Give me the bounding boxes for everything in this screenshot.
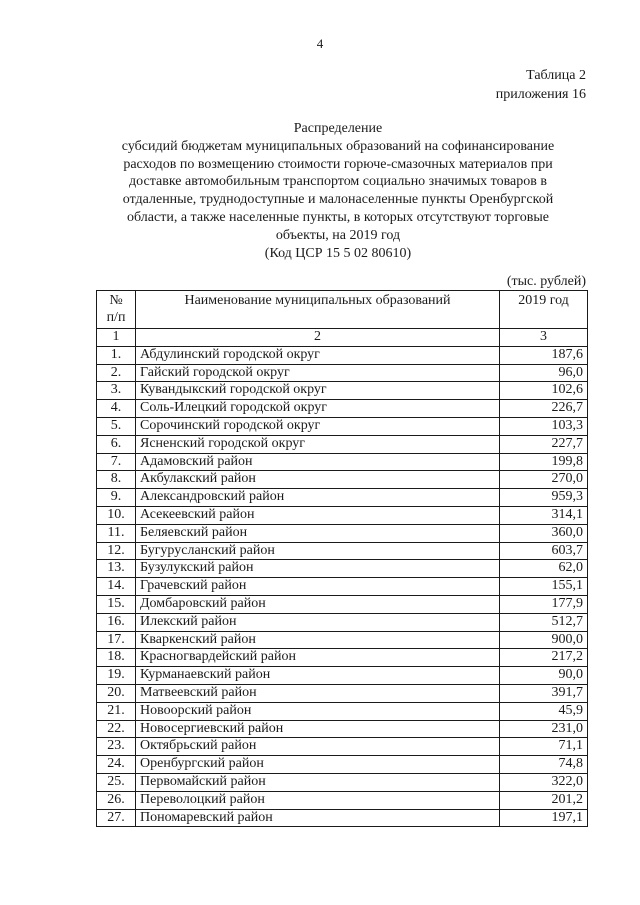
subsidy-value: 62,0 — [500, 560, 588, 578]
table-row — [97, 756, 588, 774]
municipality-name: Домбаровский район — [136, 595, 500, 613]
municipality-name: Курманаевский район — [136, 667, 500, 685]
table-row — [97, 524, 588, 542]
table-reference-line: Таблица 2 — [526, 68, 586, 83]
row-number: 15. — [97, 595, 136, 613]
row-number: 23. — [97, 738, 136, 756]
table-row — [97, 720, 588, 738]
row-number: 9. — [97, 489, 136, 507]
page-number: 4 — [316, 36, 324, 51]
column-index-row — [97, 329, 588, 347]
municipality-name: Беляевский район — [136, 524, 500, 542]
table-row — [97, 773, 588, 791]
row-number: 13. — [97, 560, 136, 578]
municipality-name: Ясненский городской округ — [136, 435, 500, 453]
title-line: субсидий бюджетам муниципальных образований на софинансирование — [121, 138, 555, 154]
municipality-name: Асекеевский район — [136, 506, 500, 524]
subsidy-value: 270,0 — [500, 471, 588, 489]
header-year: 2019 год — [500, 291, 588, 329]
title-line: объекты, на 2019 год — [275, 227, 401, 243]
table-row — [97, 364, 588, 382]
title-line: отдаленные, труднодоступные и малонаселенные пункты Оренбургской — [122, 192, 554, 208]
subsidy-value: 314,1 — [500, 506, 588, 524]
table-row — [97, 417, 588, 435]
municipality-name: Соль-Илецкий городской округ — [136, 400, 500, 418]
row-number: 26. — [97, 791, 136, 809]
municipality-name: Оренбургский район — [136, 756, 500, 774]
row-number: 6. — [97, 435, 136, 453]
subsidy-value: 103,3 — [500, 417, 588, 435]
subsidy-value: 322,0 — [500, 773, 588, 791]
municipality-name: Александровский район — [136, 489, 500, 507]
row-number: 1. — [97, 346, 136, 364]
table-row — [97, 382, 588, 400]
subsidy-value: 226,7 — [500, 400, 588, 418]
municipality-name: Абдулинский городской округ — [136, 346, 500, 364]
subsidy-value: 102,6 — [500, 382, 588, 400]
subsidy-value: 90,0 — [500, 667, 588, 685]
table-row — [97, 684, 588, 702]
subsidy-value: 512,7 — [500, 613, 588, 631]
subsidy-table — [96, 290, 588, 827]
municipality-name: Грачевский район — [136, 578, 500, 596]
table-row — [97, 791, 588, 809]
table-row — [97, 595, 588, 613]
subsidy-value: 227,7 — [500, 435, 588, 453]
table-row — [97, 435, 588, 453]
table-row — [97, 453, 588, 471]
table-row — [97, 738, 588, 756]
row-number: 24. — [97, 756, 136, 774]
subsidy-value: 177,9 — [500, 595, 588, 613]
row-number: 5. — [97, 417, 136, 435]
municipality-name: Акбулакский район — [136, 471, 500, 489]
row-number: 17. — [97, 631, 136, 649]
row-number: 2. — [97, 364, 136, 382]
table-row — [97, 649, 588, 667]
header-number — [97, 291, 136, 329]
table-row — [97, 400, 588, 418]
column-index: 1 — [97, 329, 136, 347]
subsidy-value: 187,6 — [500, 346, 588, 364]
title-line: расходов по возмещению стоимости горюче-смазочных материалов при — [123, 156, 553, 172]
subsidy-value: 71,1 — [500, 738, 588, 756]
table-header — [97, 291, 588, 347]
municipality-name: Пономаревский район — [136, 809, 500, 827]
table-row — [97, 667, 588, 685]
subsidy-value: 360,0 — [500, 524, 588, 542]
row-number: 4. — [97, 400, 136, 418]
table-row — [97, 702, 588, 720]
row-number: 27. — [97, 809, 136, 827]
municipality-name: Матвеевский район — [136, 684, 500, 702]
row-number: 8. — [97, 471, 136, 489]
row-number: 22. — [97, 720, 136, 738]
subsidy-value: 199,8 — [500, 453, 588, 471]
table-row — [97, 471, 588, 489]
table-row — [97, 346, 588, 364]
row-number: 19. — [97, 667, 136, 685]
subsidy-value: 391,7 — [500, 684, 588, 702]
row-number: 11. — [97, 524, 136, 542]
municipality-name: Гайский городской округ — [136, 364, 500, 382]
subsidy-value: 217,2 — [500, 649, 588, 667]
subsidy-value: 959,3 — [500, 489, 588, 507]
municipality-name: Адамовский район — [136, 453, 500, 471]
title-line: Распределение — [293, 121, 383, 136]
table-row — [97, 809, 588, 827]
row-number: 25. — [97, 773, 136, 791]
subsidy-value: 96,0 — [500, 364, 588, 382]
header-row — [97, 291, 588, 329]
table-reference-line: приложения 16 — [495, 87, 586, 102]
table-row — [97, 542, 588, 560]
municipality-name: Сорочинский городской округ — [136, 417, 500, 435]
row-number: 10. — [97, 506, 136, 524]
municipality-name: Переволоцкий район — [136, 791, 500, 809]
header-number-abbr: п/п — [106, 309, 126, 325]
municipality-name: Бугурусланский район — [136, 542, 500, 560]
municipality-name: Красногвардейский район — [136, 649, 500, 667]
document-title — [90, 120, 586, 262]
header-name: Наименование муниципальных образований — [136, 291, 500, 329]
units-label: (тыс. рублей) — [506, 274, 586, 289]
municipality-name: Бузулукский район — [136, 560, 500, 578]
column-index: 3 — [500, 329, 588, 347]
municipality-name: Илекский район — [136, 613, 500, 631]
header-number-symbol: № — [109, 293, 123, 308]
table-row — [97, 613, 588, 631]
row-number: 18. — [97, 649, 136, 667]
table-reference — [496, 66, 586, 104]
title-line: области, а также населенные пункты, в которых отсутствуют торговые — [127, 209, 549, 225]
row-number: 12. — [97, 542, 136, 560]
row-number: 7. — [97, 453, 136, 471]
row-number: 14. — [97, 578, 136, 596]
subsidy-value: 155,1 — [500, 578, 588, 596]
row-number: 16. — [97, 613, 136, 631]
subsidy-value: 197,1 — [500, 809, 588, 827]
subsidy-value: 201,2 — [500, 791, 588, 809]
subsidy-value: 900,0 — [500, 631, 588, 649]
subsidy-value: 74,8 — [500, 756, 588, 774]
title-line: (Код ЦСР 15 5 02 80610) — [264, 245, 412, 261]
table-row — [97, 506, 588, 524]
municipality-name: Новосергиевский район — [136, 720, 500, 738]
municipality-name: Октябрьский район — [136, 738, 500, 756]
subsidy-value: 603,7 — [500, 542, 588, 560]
row-number: 20. — [97, 684, 136, 702]
municipality-name: Первомайский район — [136, 773, 500, 791]
title-line: доставке автомобильным транспортом социально значимых товаров в — [129, 174, 547, 190]
municipality-name: Кваркенский район — [136, 631, 500, 649]
municipality-name: Новоорский район — [136, 702, 500, 720]
table-row — [97, 631, 588, 649]
row-number: 21. — [97, 702, 136, 720]
table-body — [97, 346, 588, 827]
subsidy-value: 231,0 — [500, 720, 588, 738]
table-row — [97, 489, 588, 507]
column-index: 2 — [136, 329, 500, 347]
table-row — [97, 560, 588, 578]
municipality-name: Кувандыкский городской округ — [136, 382, 500, 400]
row-number: 3. — [97, 382, 136, 400]
table-row — [97, 578, 588, 596]
subsidy-value: 45,9 — [500, 702, 588, 720]
